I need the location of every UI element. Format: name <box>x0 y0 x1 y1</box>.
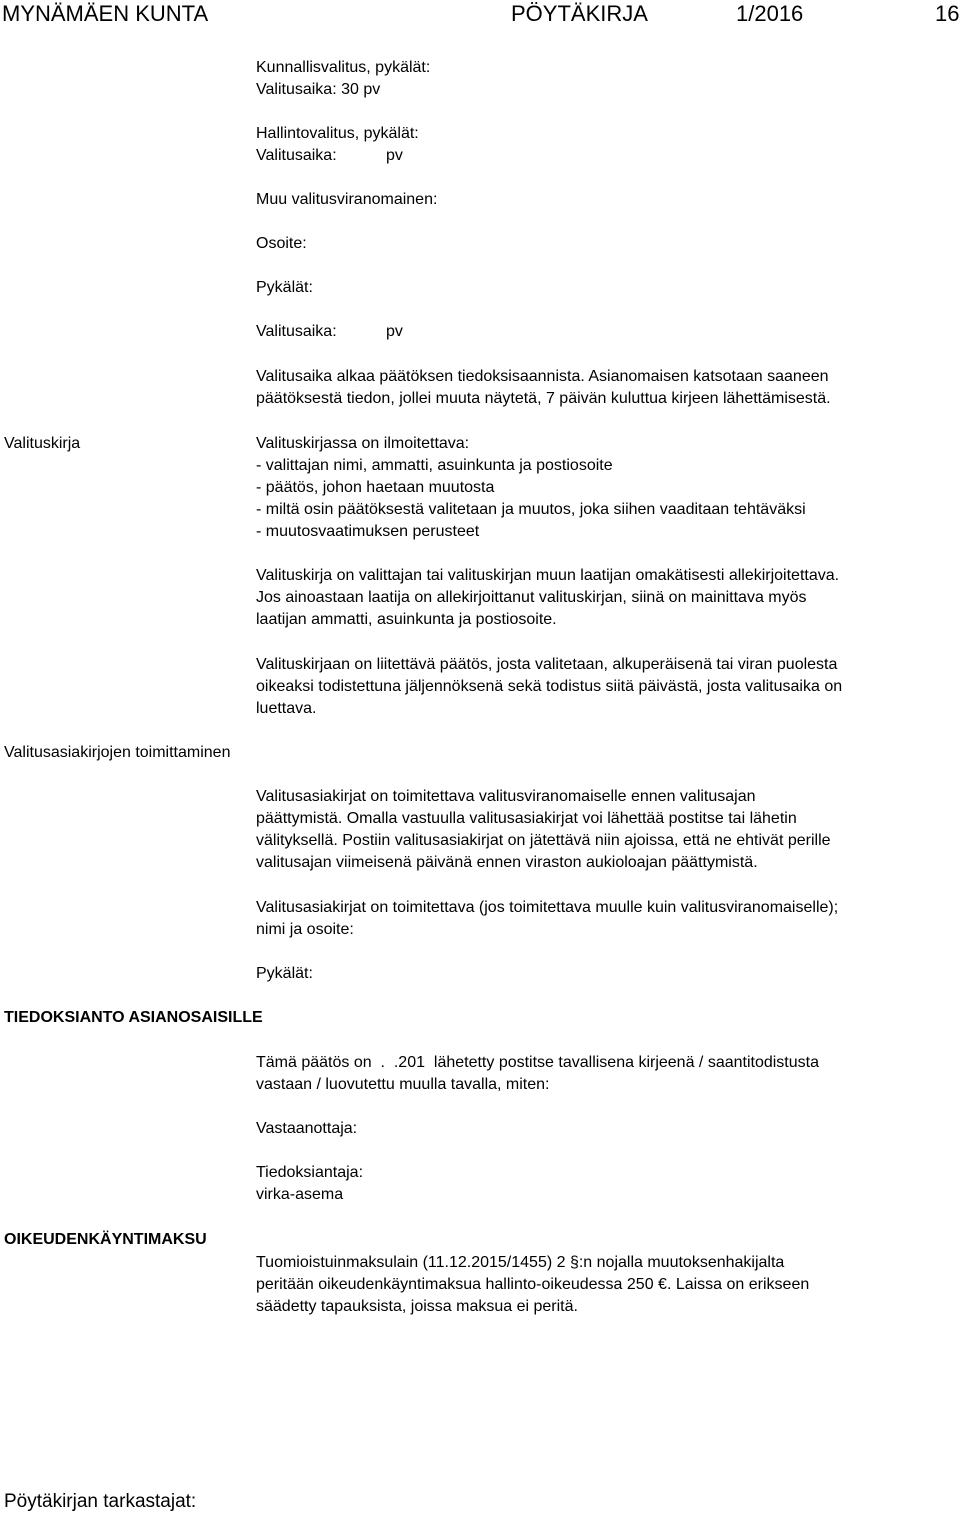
appeal-letter-p1-line-4: - miltä osin päätöksestä valitetaan ja muutos, joka siihen vaaditaan tehtäväksi <box>256 501 806 518</box>
administrative-appeal-title: Hallintovalitus, pykälät: <box>256 125 419 142</box>
appeal-letter-p2-line-1: Valituskirja on valittajan tai valituskirjan muun laatijan omakätisesti allekirjoitettava. <box>256 567 840 584</box>
appeal-letter-p1-line-2: - valittajan nimi, ammatti, asuinkunta ja postiosoite <box>256 457 613 474</box>
appeal-letter-p3-line-1: Valituskirjaan on liitettävä päätös, josta valitetaan, alkuperäisenä tai viran puolesta <box>256 656 838 673</box>
delivery-label: Valitusasiakirjojen toimittaminen <box>4 744 231 761</box>
appeal-letter-p2-line-2: Jos ainoastaan laatija on allekirjoittanut valituskirjan, siinä on mainittava myös <box>256 589 807 606</box>
address-label: Osoite: <box>256 235 307 252</box>
municipal-appeal-time: Valitusaika: 30 pv <box>256 81 381 98</box>
appeal-letter-p1-line-3: - päätös, johon haetaan muutosta <box>256 479 495 496</box>
delivery-p1-line-4: valitusajan viimeisenä päivänä ennen viraston aukioloajan päättymistä. <box>256 854 758 871</box>
administrative-appeal-time-label: Valitusaika: <box>256 147 337 164</box>
fee-label: OIKEUDENKÄYNTIMAKSU <box>4 1231 207 1248</box>
informer-label: Tiedoksiantaja: <box>256 1164 364 1181</box>
appeal-start-line-1: Valitusaika alkaa päätöksen tiedoksisaannista. Asianomaisen katsotaan saaneen <box>256 368 829 385</box>
appeal-letter-p3-line-3: luettava. <box>256 700 317 717</box>
delivery-sections-label: Pykälät: <box>256 965 313 982</box>
recipient-label: Vastaanottaja: <box>256 1120 358 1137</box>
sections-label: Pykälät: <box>256 279 313 296</box>
other-authority-label: Muu valitusviranomainen: <box>256 191 438 208</box>
appeal-letter-label: Valituskirja <box>4 435 81 452</box>
municipal-appeal-title: Kunnallisvalitus, pykälät: <box>256 59 431 76</box>
page-number: 16 <box>935 1 960 26</box>
appeal-letter-p3-line-2: oikeaksi todistettuna jäljennöksenä sekä todistus siitä päivästä, josta valitusaika on <box>256 678 843 695</box>
appeal-letter-p2-line-3: laatijan ammatti, asuinkunta ja postiosoite. <box>256 611 557 628</box>
notice-p1-line-2: vastaan / luovutettu muulla tavalla, miten: <box>256 1076 550 1093</box>
notice-p1-line-1: Tämä päätös on . .201 lähetetty postitse tavallisena kirjeenä / saantitodistusta <box>256 1054 819 1071</box>
appeal-letter-p1-line-5: - muutosvaatimuksen perusteet <box>256 523 480 540</box>
appeal-letter-p1-line-1: Valituskirjassa on ilmoitettava: <box>256 435 470 452</box>
delivery-p1-line-2: päättymistä. Omalla vastuulla valitusasiakirjat voi lähettää postitse tai lähetin <box>256 810 797 827</box>
document-type: PÖYTÄKIRJA <box>511 1 648 26</box>
delivery-p1-line-1: Valitusasiakirjat on toimitettava valitusviranomaiselle ennen valitusajan <box>256 788 756 805</box>
delivery-p2-line-1: Valitusasiakirjat on toimitettava (jos toimitettava muulle kuin valitusviranomaiselle); <box>256 899 839 916</box>
fee-line-1: Tuomioistuinmaksulain (11.12.2015/1455) 2 §:n nojalla muutoksenhakijalta <box>256 1254 785 1271</box>
other-appeal-time-unit: pv <box>386 323 403 340</box>
appeal-start-line-2: päätöksestä tiedon, jollei muuta näytetä, 7 päivän kuluttua kirjeen lähettämisestä. <box>256 390 831 407</box>
municipality-name: MYNÄMÄEN KUNTA <box>2 1 209 26</box>
delivery-p2-line-2: nimi ja osoite: <box>256 921 354 938</box>
administrative-appeal-time-unit: pv <box>386 147 403 164</box>
notice-label: TIEDOKSIANTO ASIANOSAISILLE <box>4 1009 263 1026</box>
fee-line-2: peritään oikeudenkäyntimaksua hallinto-oikeudessa 250 €. Laissa on erikseen <box>256 1276 810 1293</box>
delivery-p1-line-3: välityksellä. Postiin valitusasiakirjat on jätettävä niin ajoissa, että ne ehtivät perille <box>256 832 831 849</box>
document-number: 1/2016 <box>736 1 804 26</box>
informer-position: virka-asema <box>256 1186 344 1203</box>
reviewers-label: Pöytäkirjan tarkastajat: <box>4 1491 197 1512</box>
fee-line-3: säädetty tapauksista, joissa maksua ei peritä. <box>256 1298 578 1315</box>
other-appeal-time-label: Valitusaika: <box>256 323 337 340</box>
